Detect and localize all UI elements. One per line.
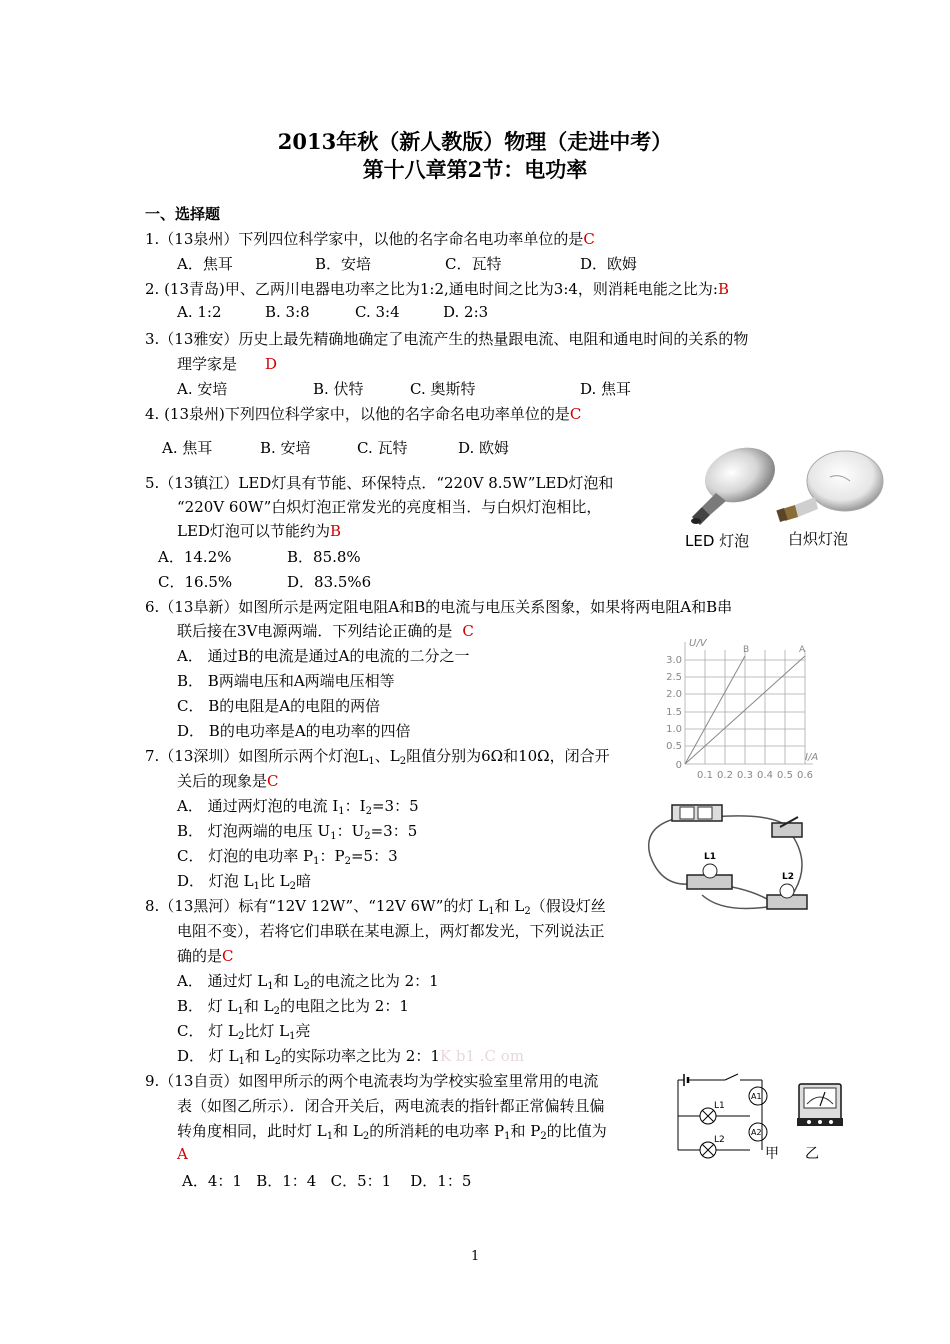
q5-stem-line2: “220V 60W”白炽灯泡正常发光的亮度相当．与白炽灯泡相比， — [177, 498, 602, 516]
circuit-l1-label: L1 — [704, 852, 716, 862]
q7-stem-line1: 7.（13深圳）如图所示两个灯泡$L_1$、$L_2$阻值分别为6Ω和10Ω，闭合开 — [145, 747, 610, 767]
q2-option-d: D. 2:3 — [443, 303, 489, 321]
graph-line-b — [685, 656, 745, 764]
q8-option-c: C． 灯 $L_2$比灯 $L_1$亮 — [177, 1022, 311, 1042]
two-bulb-circuit-image — [642, 795, 817, 920]
q4-answer: C — [569, 405, 582, 423]
diagram-jia-label: 甲 — [765, 1146, 779, 1162]
q3-stem-line2: 理学家是 D — [177, 355, 278, 373]
circuit-l2-label: L2 — [782, 872, 794, 882]
q6-option-b: B． B两端电压和A两端电压相等 — [177, 672, 395, 690]
q4-stem: 4. (13泉州)下列四位科学家中，以他的名字命名电功率单位的是C — [145, 405, 582, 423]
bulb-l1-icon — [687, 864, 732, 889]
incandescent-bulb-icon — [776, 451, 883, 522]
q8-stem-line3: 确的是C — [177, 947, 234, 965]
graph-line-b-label: B — [743, 645, 750, 655]
q6-option-d: D． B的电功率是A的电功率的四倍 — [177, 722, 411, 740]
graph-xtick: 0.2 — [717, 770, 733, 781]
q6-option-a: A． 通过B的电流是通过A的电流的二分之一 — [177, 647, 470, 665]
parallel-circuit-diagram — [670, 1068, 775, 1160]
graph-xtick: 0.5 — [777, 770, 793, 781]
q8-option-a: A． 通过灯 $L_1$和 $L_2$的电流之比为 2：1 — [177, 972, 439, 992]
q7-answer: C — [267, 772, 279, 790]
switch-symbol — [725, 1074, 738, 1080]
q9-stem-line3: 转角度相同，此时灯 $L_1$和 $L_2$的所消耗的电功率 $P_1$和 $P_2$的比值为 — [177, 1122, 607, 1142]
q8-answer: C — [222, 947, 234, 965]
q5-answer: B — [329, 522, 341, 540]
title-line2: 第十八章第2节：电功率 — [362, 157, 588, 182]
ammeter-yi-label: 乙 — [805, 1146, 819, 1162]
voltage-current-graph — [655, 632, 825, 784]
q1-option-c: C．瓦特 — [445, 255, 502, 273]
q3-stem-line1: 3.（13雅安）历史上最先精确地确定了电流产生的热量跟电流、电阻和通电时间的关系的物 — [145, 330, 749, 348]
diagram-l2-label: L2 — [714, 1135, 725, 1145]
graph-ytick: 1.5 — [666, 707, 682, 718]
diagram-a2-label: A2 — [751, 1128, 762, 1137]
led-and-incandescent-bulb-image — [680, 445, 895, 530]
q3-option-a: A. 安培 — [177, 380, 228, 398]
q1-option-b: B．安培 — [315, 255, 372, 273]
q9-stem-line1: 9.（13自贡）如图甲所示的两个电流表均为学校实验室里常用的电流 — [145, 1072, 599, 1090]
graph-xtick: 0.3 — [737, 770, 753, 781]
graph-ytick: 2.5 — [666, 672, 682, 683]
q7-option-d: D． 灯泡 $L_1$比 $L_2$暗 — [177, 872, 312, 892]
q2-option-c: C. 3:4 — [355, 303, 400, 321]
q8-stem-line2: 电阻不变），若将它们串联在某电源上，两灯都发光，下列说法正 — [177, 922, 605, 940]
q7-option-c: C． 灯泡的电功率 $P_1$：$P_2=5$：3 — [177, 847, 398, 867]
q3-answer: D — [265, 355, 278, 373]
q1-option-d: D．欧姆 — [580, 255, 638, 273]
q4-option-a: A. 焦耳 — [162, 439, 213, 457]
q7-option-a: A． 通过两灯泡的电流 $I_1$：$I_2=3$：5 — [177, 797, 419, 817]
graph-ytick: 0.5 — [666, 741, 682, 752]
ammeter-icon — [795, 1080, 845, 1130]
q2-option-a: A. 1:2 — [177, 303, 222, 321]
q4-option-b: B. 安培 — [260, 439, 311, 457]
battery-box-icon — [672, 805, 722, 821]
bulb-l2-icon — [767, 884, 807, 909]
graph-xtick: 0.6 — [797, 770, 813, 781]
q9-answer: A — [177, 1145, 188, 1163]
title-line1: 2013年秋（新人教版）物理（走进中考） — [277, 129, 673, 154]
q6-stem-line2: 联后接在3V电源两端．下列结论正确的是 C — [177, 622, 474, 640]
q8-option-b: B． 灯 $L_1$和 $L_2$的电阻之比为 2：1 — [177, 997, 409, 1017]
q5-stem-line1: 5.（13镇江）LED灯具有节能、环保特点．“220V 8.5W”LED灯泡和 — [145, 474, 614, 492]
q8-option-d: D． 灯 $L_1$和 $L_2$的实际功率之比为 2：1K b1 .C om — [177, 1047, 525, 1067]
q4-option-c: C. 瓦特 — [357, 439, 408, 457]
q5-stem-line3: LED灯泡可以节能约为B — [177, 522, 341, 540]
q2-stem: 2. (13青岛)甲、乙两川电器电功率之比为1:2,通电时间之比为3:4，则消耗电能之比为:B — [145, 280, 730, 298]
q5-option-c: C．16.5% — [158, 573, 233, 591]
incandescent-bulb-caption: 白炽灯泡 — [788, 530, 849, 548]
q1-option-a: A．焦耳 — [177, 255, 233, 273]
q2-option-b: B. 3:8 — [265, 303, 310, 321]
diagram-l1-label: L1 — [714, 1101, 725, 1111]
q5-option-b: B．85.8% — [287, 548, 361, 566]
q9-options: A．4：1 B．1：4 C．5：1 D．1：5 — [182, 1172, 472, 1190]
graph-line-a-label: A — [799, 645, 806, 655]
graph-xtick: 0.1 — [697, 770, 713, 781]
q3-option-d: D. 焦耳 — [580, 380, 632, 398]
graph-ytick: 3.0 — [666, 655, 682, 666]
q1-answer: C — [583, 230, 595, 248]
graph-ytick: 1.0 — [666, 724, 682, 735]
graph-ytick: 2.0 — [666, 689, 682, 700]
q6-answer: C — [462, 622, 474, 640]
diagram-a1-label: A1 — [751, 1092, 762, 1101]
led-bulb-icon — [691, 445, 783, 525]
q4-option-d: D. 欧姆 — [458, 439, 510, 457]
q5-option-a: A．14.2% — [158, 548, 232, 566]
q8-stem-line1: 8.（13黑河）标有“12V 12W”、“12V 6W”的灯 $L_1$和 $L_2$（假设灯丝 — [145, 897, 606, 917]
q7-option-b: B． 灯泡两端的电压 $U_1$：$U_2=3$：5 — [177, 822, 418, 842]
q3-option-c: C. 奥斯特 — [410, 380, 476, 398]
q7-stem-line2: 关后的现象是C — [177, 772, 279, 790]
led-bulb-caption: LED 灯泡 — [685, 532, 750, 550]
q5-option-d: D．83.5%6 — [287, 573, 372, 591]
q6-stem-line1: 6.（13阜新）如图所示是两定阻电阻A和B的电流与电压关系图象，如果将两电阻A和B串 — [145, 598, 733, 616]
page-number: 1 — [471, 1249, 480, 1264]
watermark: K b1 .C om — [439, 1047, 525, 1065]
graph-xtick: 0.4 — [757, 770, 773, 781]
graph-xlabel: I/A — [805, 752, 819, 763]
graph-ytick: 0 — [675, 760, 682, 771]
q3-option-b: B. 伏特 — [313, 380, 364, 398]
q9-stem-line2: 表（如图乙所示）．闭合开关后，两电流表的指针都正常偏转且偏 — [177, 1097, 605, 1115]
q2-answer: B — [717, 280, 730, 298]
section-heading: 一、选择题 — [145, 205, 221, 223]
q6-option-c: C． B的电阻是A的电阻的两倍 — [177, 697, 381, 715]
graph-ylabel: U/V — [689, 638, 707, 649]
q1-stem: 1.（13泉州）下列四位科学家中，以他的名字命名电功率单位的是C — [145, 230, 595, 248]
